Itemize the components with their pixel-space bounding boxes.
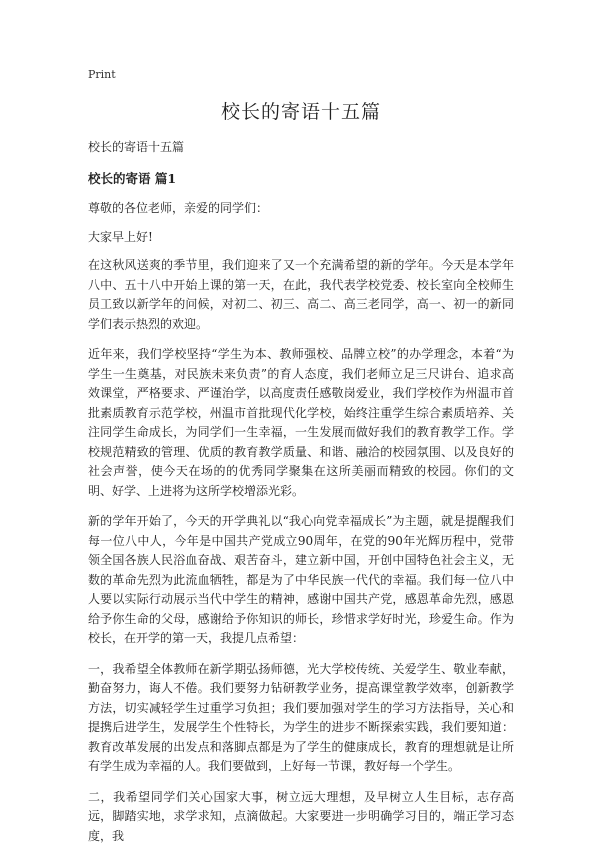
body-paragraph: 二，我希望同学们关心国家大事，树立远大理想，及早树立人生目标，志存高远，脚踏实地，求学求知，点滴做起。大家要进一步明确学习目的，端正学习态度，我 xyxy=(88,788,514,846)
salutation-paragraph: 尊敬的各位老师，亲爱的同学们： xyxy=(88,199,514,219)
body-paragraph: 新的学年开始了，今天的开学典礼以“我心向党幸福成长”为主题，就是提醒我们每一位八中人，今年是中国共产党成立90周年，在党的90年光辉历程中，党带领全国各族人民浴血奋战、艰苦奋斗，建立新中国，开创中国特色社会主义，无数的革命先烈为此流血牺牲，都是为了中华民族一代代的幸福。我们每一位八中人要以实际行动展示当代中学生的精神，感谢中国共产党，感恩革命先烈，感恩给予你生命的父母，感谢给予你知识的师长，珍惜求学好时光，珍爱生命。作为校长，在开学的第一天，我提几点希望： xyxy=(88,512,514,649)
section-heading: 校长的寄语 篇1 xyxy=(88,169,514,187)
document-subtitle: 校长的寄语十五篇 xyxy=(88,138,514,155)
print-link[interactable]: Print xyxy=(88,68,514,81)
greeting-paragraph: 大家早上好! xyxy=(88,228,514,248)
body-paragraph: 一，我希望全体教师在新学期弘扬师德，光大学校传统、关爱学生、敬业奉献，勤奋努力，诲人不倦。我们要努力钻研教学业务，提高课堂教学效率，创新教学方法，切实减轻学生过重学习负担；我们要加强对学生的学习方法指导，关心和提携后进学生，发展学生个性特长，为学生的进步不断探索实践，我们要知道：教育改革发展的出发点和落脚点都是为了学生的健康成长，教育的理想就是让所有学生成为幸福的人。我们要做到，上好每一节课，教好每一个学生。 xyxy=(88,660,514,777)
body-paragraph: 近年来，我们学校坚持“学生为本、教师强校、品牌立校”的办学理念，本着“为学生一生奠基，对民族未来负责”的育人态度，我们老师立足三尺讲台、追求高效课堂，严格要求、严谨治学，以高度责任感敬岗爱业，我们学校作为州温市首批素质教育示范学校，州温市首批现代化学校，始终注重学生综合素质培养、关注同学生命成长，为同学们一生幸福，一生发展而做好我们的教育教学工作。学校规范精致的管理、优质的教育教学质量、和谐、融洽的校园氛围、以及良好的社会声誉，使今天在场的的优秀同学聚集在这所美丽而精致的校园。你们的文明、好学、上进将为这所学校增添光彩。 xyxy=(88,345,514,501)
body-paragraph: 在这秋风送爽的季节里，我们迎来了又一个充满希望的新的学年。今天是本学年八中、五十八中开始上课的第一天，在此，我代表学校党委、校长室向全校师生员工致以新学年的问候，对初二、初三、高二、高三老同学，高一、初一的新同学们表示热烈的欢迎。 xyxy=(88,256,514,334)
document-title: 校长的寄语十五篇 xyxy=(88,97,514,124)
